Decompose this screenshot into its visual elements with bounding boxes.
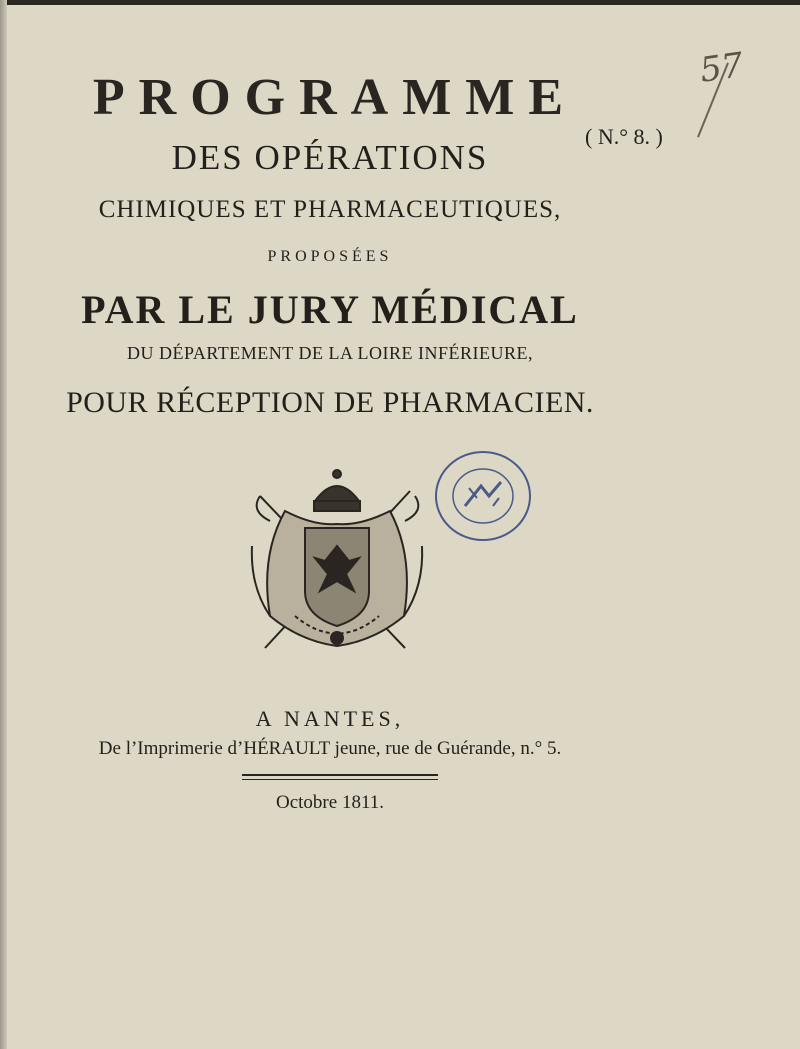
double-rule-bottom (242, 779, 438, 780)
title-proposed: PROPOSÉES (267, 248, 393, 265)
title-chemical: CHIMIQUES ET PHARMACEUTIQUES, (98, 196, 562, 223)
handwritten-number: 57 (697, 45, 746, 91)
title-department: DU DÉPARTEMENT DE LA LOIRE INFÉRIEURE, (127, 343, 533, 363)
title-reception: POUR RÉCEPTION DE PHARMACIEN. (66, 386, 594, 419)
double-rule-top (242, 774, 438, 776)
library-stamp-icon (433, 448, 533, 544)
imprint-printer: De l’Imprimerie d’HÉRAULT jeune, rue de Guérande, n.° 5. (98, 738, 562, 759)
title-jury: PAR LE JURY MÉDICAL (81, 287, 579, 332)
page-top-edge (0, 0, 800, 5)
imprint-date: Octobre 1811. (276, 792, 384, 813)
title-programme: PROGRAMME (92, 69, 578, 126)
document-number: ( N.° 8. ) (585, 124, 663, 149)
title-operations: DES OPÉRATIONS (171, 138, 489, 177)
imperial-coat-of-arms-icon (240, 466, 435, 658)
imprint-place: A NANTES, (255, 706, 405, 731)
